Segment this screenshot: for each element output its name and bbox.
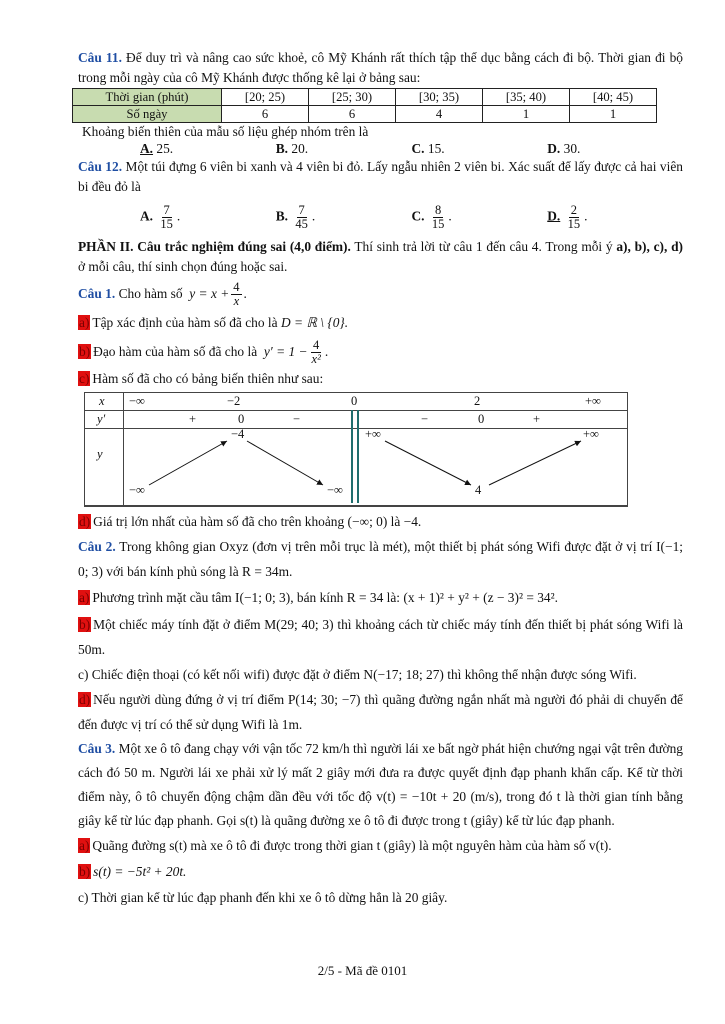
table-cell: [25; 30) (309, 89, 396, 106)
asymptote-line-right (357, 410, 359, 503)
option-d[interactable]: D. $\frac{2}{15}$ . (547, 202, 588, 231)
sign: + (189, 412, 197, 426)
arrow-increasing (149, 441, 227, 485)
option-a[interactable]: A. $\frac{7}{15}$ . (140, 202, 181, 231)
q11-text: Câu 11. Để duy trì và nâng cao sức khoẻ, cô Mỹ Khánh rất thích tập thể dục bằng cách đi bộ. Thời gian đi bộ trong mỗi ngày của cô Mỹ Khánh được thống kê lại ở bảng sau: (78, 50, 683, 85)
option-c[interactable]: C. $\frac{8}{15}$ . (411, 202, 452, 231)
x-value: −∞ (129, 394, 145, 408)
x-value: 0 (351, 394, 358, 408)
q11-label: Câu 11. (78, 50, 122, 65)
p2q2-text: Câu 2. Trong không gian Oxyz (đơn vị trên mỗi trục là mét), một thiết bị phát sóng Wifi được đặt ở vị trí I(−1; 0; 3) với bán kính phủ sóng là R = 34m. (78, 539, 683, 579)
bbt-x-row: x −∞ −2 0 2 +∞ (85, 393, 627, 411)
option-b[interactable]: B. $\frac{7}{45}$ . (275, 202, 316, 231)
sign: − (293, 412, 301, 426)
table-cell: [20; 25) (222, 89, 309, 106)
variation-table (84, 392, 628, 507)
option-b[interactable]: B. 20. (275, 141, 309, 156)
table-cell: 6 (222, 106, 309, 123)
bbt-arrows (85, 429, 627, 505)
table-cell: 6 (309, 106, 396, 123)
y-value: −4 (231, 427, 245, 441)
sign: 0 (478, 412, 485, 426)
arrow-decreasing (385, 441, 471, 485)
part2-heading: PHẦN II. Câu trắc nghiệm đúng sai (4,0 điểm). Thí sinh trả lời từ câu 1 đến câu 4. Trong mỗi ý a), b), c), d) ở mỗi câu, thí sinh chọn đúng hoặc sai. (78, 239, 683, 274)
option-a[interactable]: A. 25. (140, 141, 174, 156)
p2q2-b: b) Một chiếc máy tính đặt ở điểm M(29; 40; 3) thì khoảng cách từ chiếc máy tính đến thiết bị phát sóng Wifi là 50m. (78, 617, 683, 657)
p2q3-text: Câu 3. Một xe ô tô đang chạy với vận tốc 72 km/h thì người lái xe bất ngờ phát hiện chướng ngại vật trên đường cách đó 50 m. Người lái xe phải xử lý mất 2 giây mới đưa ra được quyết định đạp phanh khẩn cấp. Kể từ thời điểm này, ô tô chuyển động chậm dần đều với tốc độ v(t) = −10t + 20 (m/s), trong đó t là thời gian tính bằng giây kể từ lúc đạp phanh. Gọi s(t) là quãng đường xe ô tô đi được trong t (giây) kể từ lúc đạp phanh. (78, 741, 683, 828)
p2q1-a: a) Tập xác định của hàm số đã cho là D = ℝ \ {0}. (79, 315, 349, 330)
bbt-function-row: y −∞ −4 −∞ +∞ 4 +∞ (85, 429, 627, 506)
x-value: +∞ (585, 394, 601, 408)
p2q1-d: d) Giá trị lớn nhất của hàm số đã cho trên khoảng (−∞; 0) là −4. (79, 514, 422, 529)
bbt-derivative-row: y′ + 0 − − 0 + (85, 411, 627, 429)
sign: 0 (238, 412, 245, 426)
option-d[interactable]: D. 30. (547, 141, 581, 156)
p2q3-c: c) Thời gian kể từ lúc đạp phanh đến khi xe ô tô dừng hẳn là 20 giây. (78, 890, 448, 905)
table-cell: 4 (396, 106, 483, 123)
x-value: −2 (227, 394, 241, 408)
y-value: 4 (475, 483, 482, 497)
q11-question: Khoảng biến thiên của mẫu số liệu ghép nhóm trên là (82, 124, 369, 139)
option-c[interactable]: C. 15. (411, 141, 445, 156)
q12-text: Câu 12. Một túi đựng 6 viên bi xanh và 4 viên bi đỏ. Lấy ngẫu nhiên 2 viên bi. Xác suất để lấy được cả hai viên bi đều đỏ là (78, 159, 683, 194)
sign: + (533, 412, 541, 426)
p2q1-b: b) Đạo hàm của hàm số đã cho là y′ = 1 − $\frac{4}{\text{x²}}$ . (79, 338, 329, 367)
x-value: 2 (474, 394, 481, 408)
exam-page (78, 48, 683, 911)
p2q1-text: Câu 1. Cho hàm số y = x + $\frac{4}{x}$ . (78, 280, 247, 309)
table-cell: 1 (483, 106, 570, 123)
arrow-decreasing (247, 441, 323, 485)
p2q3-b: b) s(t) = −5t² + 20t. (79, 864, 187, 879)
y-value: +∞ (583, 427, 599, 441)
sign: − (421, 412, 429, 426)
page-footer: 2/5 - Mã đề 0101 (317, 963, 408, 978)
p2q2-c: c) Chiếc điện thoại (có kết nối wifi) được đặt ở điểm N(−17; 18; 27) thì không thể nhận được sóng Wifi. (78, 667, 637, 682)
asymptote-line-left (351, 410, 353, 503)
y-value: −∞ (129, 483, 145, 497)
table-header-days: Số ngày (73, 106, 222, 123)
p2q2-a: a) Phương trình mặt cầu tâm I(−1; 0; 3), bán kính R = 34 là: (x + 1)² + y² + (z − 3)² = 34². (79, 590, 558, 605)
table-cell: 1 (570, 106, 657, 123)
arrow-increasing (489, 441, 581, 485)
q12-options (140, 197, 683, 237)
table-cell: [40; 45) (570, 89, 657, 106)
p2q3-a: a) Quãng đường s(t) mà xe ô tô đi được trong thời gian t (giây) là một nguyên hàm của hàm số v(t). (79, 838, 612, 853)
q11-options (140, 140, 683, 157)
table-cell: [30; 35) (396, 89, 483, 106)
p2q2-d: d) Nếu người dùng đứng ở vị trí điểm P(14; 30; −7) thì quãng đường ngắn nhất mà người đó phải di chuyển để đến được vị trí có thể sử dụng Wifi là 1m. (78, 692, 683, 732)
y-value: −∞ (327, 483, 343, 497)
y-value: +∞ (365, 427, 381, 441)
p2q1-c: c) Hàm số đã cho có bảng biến thiên như sau: (79, 371, 324, 386)
table-header-time: Thời gian (phút) (73, 89, 222, 106)
q11-frequency-table (72, 88, 657, 123)
table-cell: [35; 40) (483, 89, 570, 106)
